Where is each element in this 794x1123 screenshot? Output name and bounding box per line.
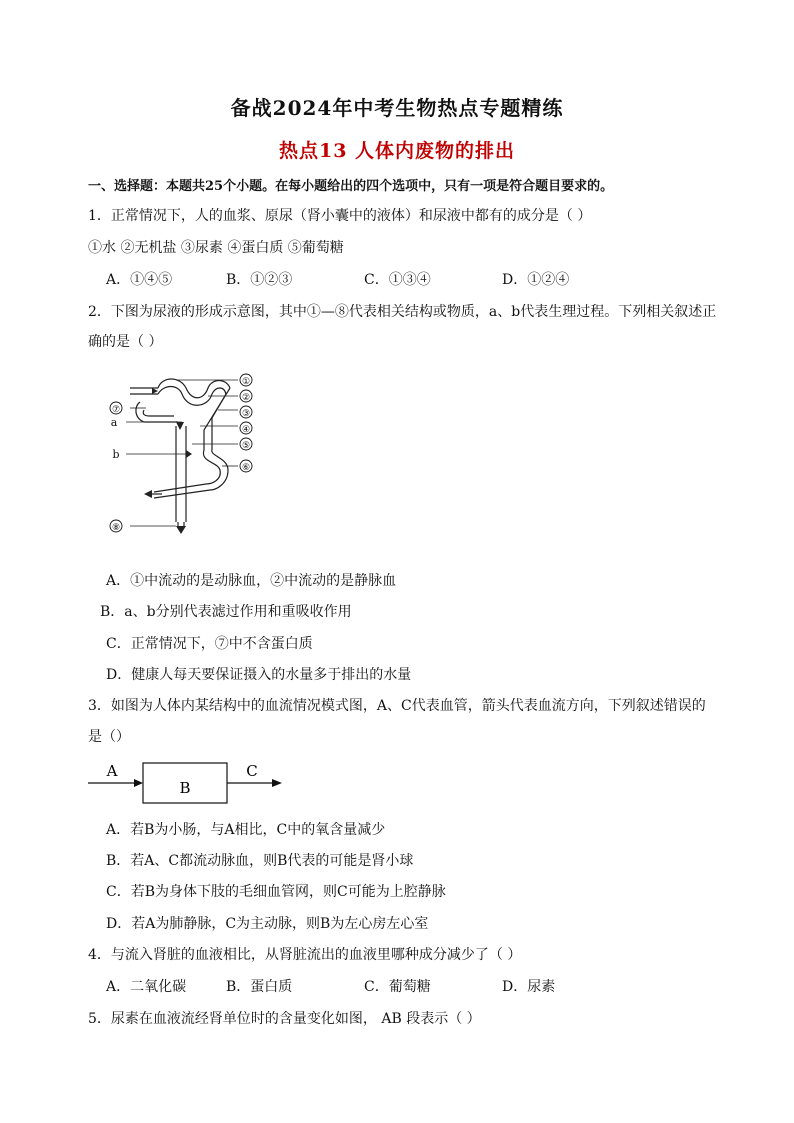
label-B: B <box>179 779 191 797</box>
q2-stem-line1: 2．下图为尿液的形成示意图，其中①—⑧代表相关结构或物质，a、b代表生理过程。下列相关叙述正 <box>88 304 717 320</box>
label-7: ⑦ <box>111 405 121 415</box>
q1-option-d: D．①②④ <box>502 272 570 288</box>
q3-stem-line2: 是（） <box>88 729 130 745</box>
q3-option-b: B．若A、C都流动脉血，则B代表的可能是肾小球 <box>106 853 414 869</box>
page-subtitle: 热点13 人体内废物的排出 <box>278 140 516 162</box>
q3-option-c: C．若B为身体下肢的毛细血管网，则C可能为上腔静脉 <box>106 884 446 900</box>
label-8: ⑧ <box>111 523 121 533</box>
q1-items: ①水 ②无机盐 ③尿素 ④蛋白质 ⑤葡萄糖 <box>88 240 344 256</box>
label-C: C <box>246 762 258 780</box>
label-4: ④ <box>241 425 251 435</box>
label-5: ⑤ <box>241 441 251 451</box>
q1-stem: 1．正常情况下，人的血浆、原尿（肾小囊中的液体）和尿液中都有的成分是（ ） <box>88 208 592 224</box>
label-a: a <box>110 416 118 429</box>
nephron-diagram <box>100 366 280 546</box>
q2-option-a: A．①中流动的是动脉血，②中流动的是静脉血 <box>106 573 397 589</box>
q3-option-a: A．若B为小肠，与A相比，C中的氧含量减少 <box>106 822 386 838</box>
section-intro: 一、选择题：本题共25个小题。在每小题给出的四个选项中，只有一项是符合题目要求的。 <box>88 179 614 194</box>
q2-option-d: D．健康人每天要保证摄入的水量多于排出的水量 <box>106 667 412 683</box>
q1-option-b: B．①②③ <box>226 272 293 288</box>
q2-option-c: C．正常情况下，⑦中不含蛋白质 <box>106 636 313 652</box>
blood-flow-diagram <box>86 756 296 806</box>
q2-stem-line2: 确的是（ ） <box>88 334 163 350</box>
label-A: A <box>106 762 118 780</box>
q1-option-a: A．①④⑤ <box>106 272 173 288</box>
q4-option-d: D．尿素 <box>502 979 556 995</box>
label-b: b <box>112 448 120 461</box>
q3-stem-line1: 3．如图为人体内某结构中的血流情况模式图，A、C代表血管，箭头代表血流方向，下列叙述错误的 <box>88 698 706 714</box>
label-6: ⑥ <box>241 463 251 473</box>
q4-stem: 4．与流入肾脏的血液相比，从肾脏流出的血液里哪种成分减少了（ ） <box>88 947 522 963</box>
label-3: ③ <box>241 409 251 419</box>
q4-option-a: A．二氧化碳 <box>106 979 187 995</box>
q4-option-c: C．葡萄糖 <box>364 979 431 995</box>
q1-option-c: C．①③④ <box>364 272 431 288</box>
q4-option-b: B．蛋白质 <box>226 979 293 995</box>
label-2: ② <box>241 393 251 403</box>
q5-stem: 5．尿素在血液流经肾单位时的含量变化如图， AB 段表示（ ） <box>88 1011 481 1027</box>
q3-option-d: D．若A为肺静脉，C为主动脉，则B为左心房左心室 <box>106 916 429 932</box>
page-title: 备战2024年中考生物热点专题精练 <box>230 96 564 120</box>
label-1: ① <box>241 377 251 387</box>
q2-option-b: B．a、b分别代表滤过作用和重吸收作用 <box>100 604 352 620</box>
